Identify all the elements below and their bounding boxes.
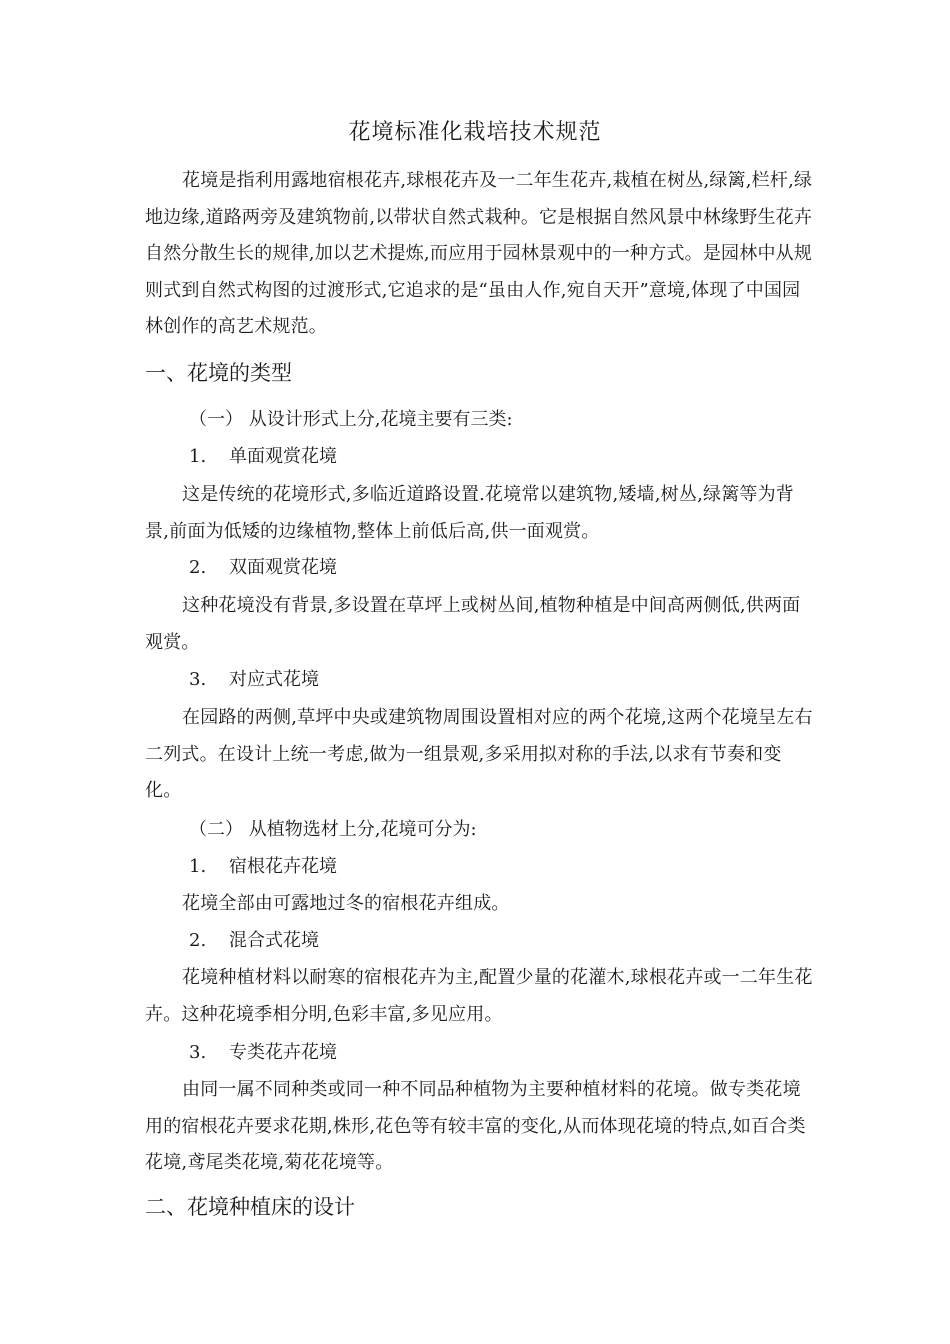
list-item-number: 2. (189, 930, 207, 951)
list-item-paragraph: 由同一属不同种类或同一种不同品种植物为主要种植材料的花境。做专类花境用的宿根花卉要求花期,株形,花色等有较丰富的变化,从而体现花境的特点,如百合类花境,鸢尾类花境,菊花花境等。 (145, 1079, 806, 1173)
list-item-number: 1. (189, 856, 207, 877)
list-item-paragraph: 花境全部由可露地过冬的宿根花卉组成。 (182, 893, 510, 914)
list-item-number: 3. (189, 1042, 207, 1063)
list-item-label: 宿根花卉花境 (229, 856, 337, 877)
intro-paragraph: 花境是指利用露地宿根花卉,球根花卉及一二年生花卉,栽植在树丛,绿篱,栏杆,绿地边缘,道路两旁及建筑物前,以带状自然式栽种。它是根据自然风景中林缘野生花卉自然分散生长的规律,加以艺术提炼,而应用于园林景观中的一种方式。是园林中从规则式到自然式构图的过渡形式,它追求的是“虽由人作,宛自天开”意境,体现了中国园林创作的高艺术规范。 (145, 170, 813, 337)
list-item-title (189, 555, 337, 581)
list-item-title (189, 928, 319, 954)
list-item-paragraph: 在园路的两侧,草坪中央或建筑物周围设置相对应的两个花境,这两个花境呈左右二列式。在设计上统一考虑,做为一组景观,多采用拟对称的手法,以求有节奏和变化。 (145, 707, 813, 801)
list-item-label: 混合式花境 (229, 930, 319, 951)
list-item-paragraph: 这是传统的花境形式,多临近道路设置.花境常以建筑物,矮墙,树丛,绿篱等为背景,前面为低矮的边缘植物,整体上前低后高,供一面观赏。 (145, 484, 795, 542)
page-title: 花境标准化栽培技术规范 (348, 120, 602, 145)
list-item-number: 3. (189, 669, 207, 690)
list-item-label: 双面观赏花境 (229, 557, 337, 578)
list-item-title (189, 1040, 337, 1066)
subsection-label: （二） 从植物选材上分,花境可分为: (189, 819, 477, 840)
section-heading: 二、花境种植床的设计 (145, 1195, 355, 1219)
list-item-title (189, 854, 337, 880)
list-item-number: 2. (189, 557, 207, 578)
list-item-label: 对应式花境 (229, 669, 319, 690)
list-item-paragraph: 这种花境没有背景,多设置在草坪上或树丛间,植物种植是中间高两侧低,供两面观赏。 (145, 595, 801, 653)
section-heading: 一、花境的类型 (145, 361, 292, 385)
list-item-paragraph: 花境种植材料以耐寒的宿根花卉为主,配置少量的花灌木,球根花卉或一二年生花卉。这种花境季相分明,色彩丰富,多见应用。 (145, 967, 813, 1025)
subsection-label: （一） 从设计形式上分,花境主要有三类: (189, 409, 513, 430)
list-item-title (189, 667, 319, 693)
list-item-title (189, 444, 337, 470)
list-item-number: 1. (189, 446, 207, 467)
list-item-label: 单面观赏花境 (229, 446, 337, 467)
list-item-label: 专类花卉花境 (229, 1042, 337, 1063)
